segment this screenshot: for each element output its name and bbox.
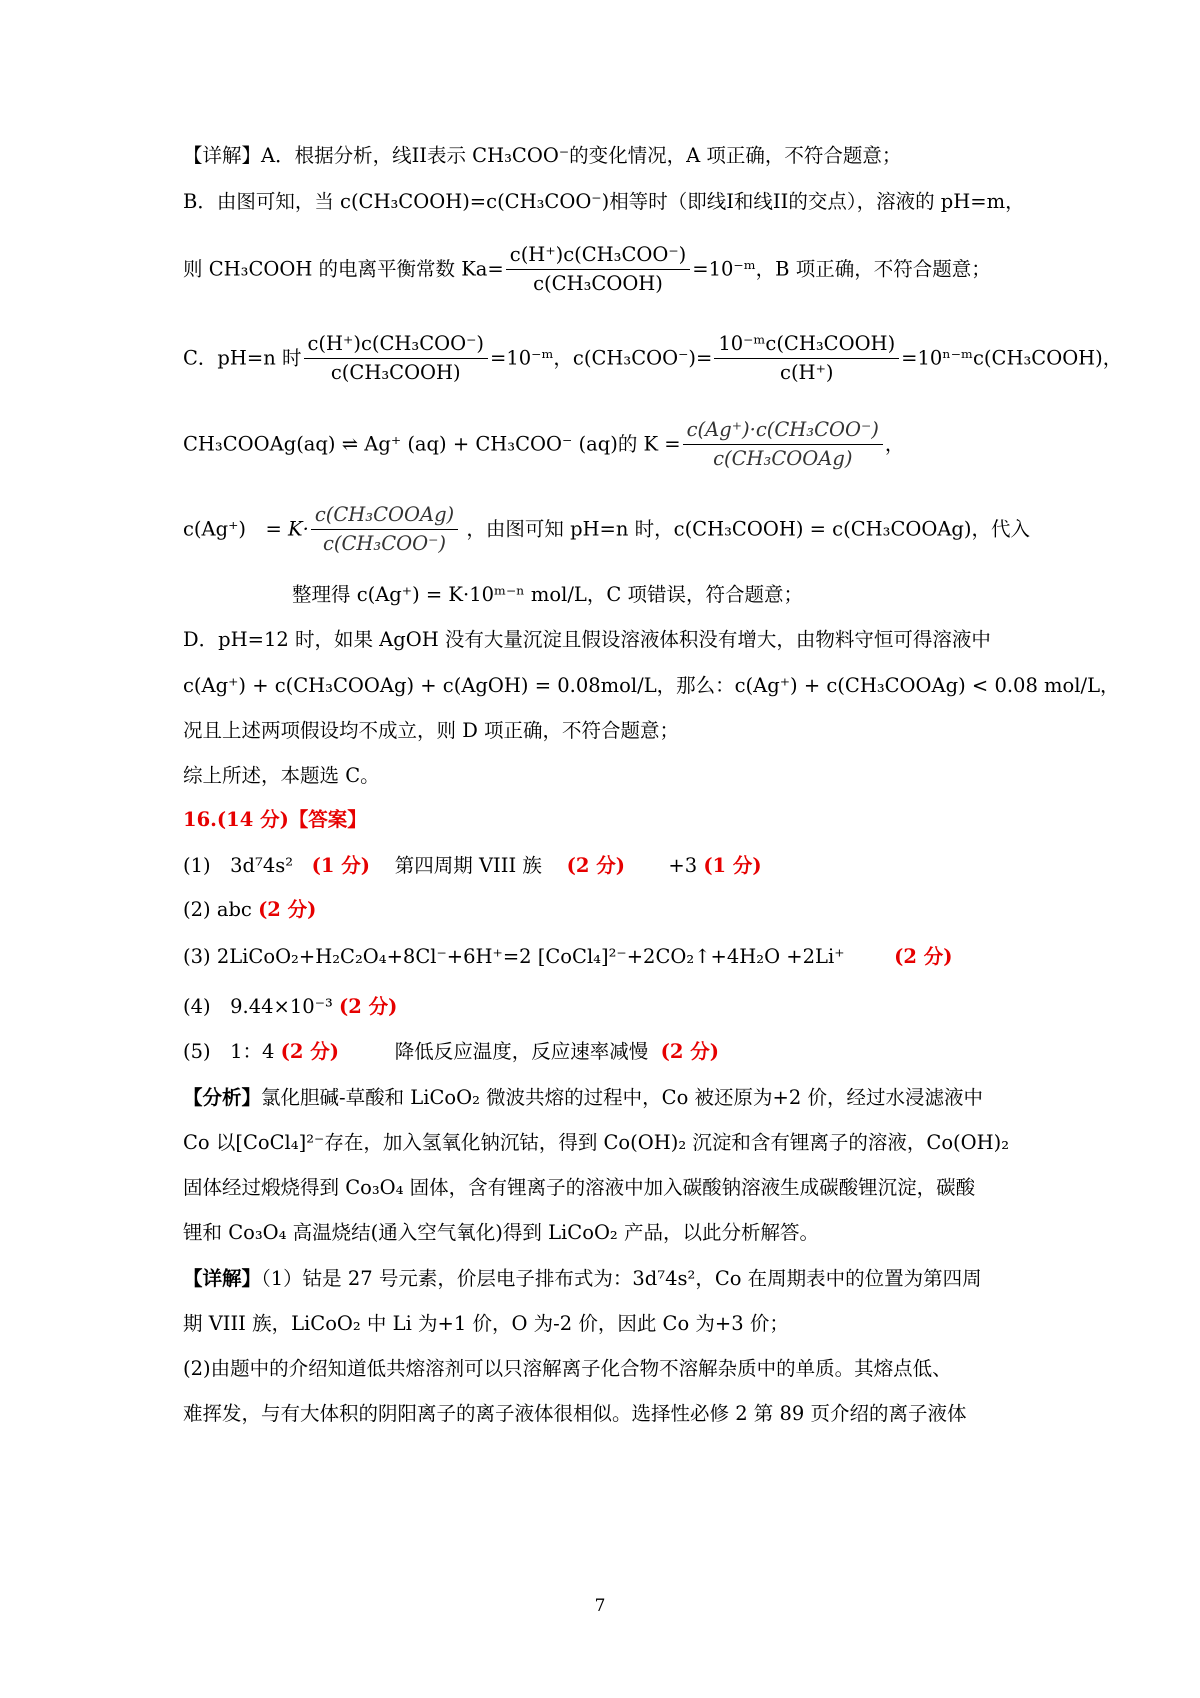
denominator: c(H⁺) <box>780 361 834 385</box>
section-tag: 【分析】 <box>183 1086 262 1109</box>
text-segment: =10⁻ᵐ，B 项正确，不符合题意； <box>692 257 991 281</box>
analysis-line: 固体经过煅烧得到 Co₃O₄ 固体，含有锂离子的溶液中加入碳酸钠溶液生成碳酸锂沉淀，碳酸 <box>183 1176 976 1199</box>
page-number: 7 <box>594 1596 606 1616</box>
fraction <box>506 243 691 297</box>
numerator: c(H⁺)c(CH₃COO⁻) <box>304 332 489 359</box>
fraction <box>311 503 458 557</box>
formula-line-k <box>183 418 1030 472</box>
text-segment: （1）钴是 27 号元素，价层电子排布式为：3d⁷4s²，Co 在周期表中的位置为第四周 <box>261 1267 982 1290</box>
score-badge: (2 分) <box>258 898 317 921</box>
text-line: D．pH=12 时，如果 AgOH 没有大量沉淀且假设溶液体积没有增大，由物料守恒可得溶液中 <box>183 628 991 651</box>
text-line: 综上所述，本题选 C。 <box>183 764 380 787</box>
denominator: c(CH₃COOH) <box>330 361 461 385</box>
score-badge: (1 分) <box>311 854 370 877</box>
chemical-equation: (3) 2LiCoO₂+H₂C₂O₄+8Cl⁻+6H⁺=2 [CoCl₄]²⁻+2CO₂↑+4H₂O +2Li⁺ <box>183 945 845 968</box>
text-segment: (2) abc <box>183 898 252 921</box>
section-tag: 【详解】 <box>183 1267 262 1290</box>
numerator: c(Ag⁺)·c(CH₃COO⁻) <box>683 418 883 445</box>
score-badge: (2 分) <box>894 945 953 968</box>
score-badge: (1 分) <box>703 854 762 877</box>
formula-line-c <box>183 332 1123 386</box>
text-segment: K· <box>288 517 309 541</box>
answer-line-1 <box>183 854 1030 878</box>
analysis-line: Co 以[CoCl₄]²⁻存在，加入氢氧化钠沉钴，得到 Co(OH)₂ 沉淀和含有锂离子的溶液，Co(OH)₂ <box>183 1131 1010 1154</box>
text-segment: 氯化胆碱-草酸和 LiCoO₂ 微波共熔的过程中，Co 被还原为+2 价，经过水浸滤液中 <box>261 1086 983 1109</box>
formula-line-ag <box>183 503 1030 557</box>
detail-line: 期 VIII 族，LiCoO₂ 中 Li 为+1 价，O 为-2 价，因此 Co 为+3 价； <box>183 1312 789 1335</box>
formula-line-ka <box>183 243 1030 297</box>
text-segment: 则 CH₃COOH 的电离平衡常数 Ka= <box>183 257 504 281</box>
answer-line-3 <box>183 945 1030 969</box>
text-segment: ， <box>884 432 905 456</box>
denominator: c(CH₃COO⁻) <box>322 532 447 556</box>
fraction <box>304 332 489 386</box>
score-badge: (2 分) <box>339 995 398 1018</box>
answer-line-2 <box>183 898 1030 922</box>
score-badge: (2 分) <box>566 854 625 877</box>
fraction <box>714 332 899 386</box>
fraction <box>683 418 883 472</box>
text-segment: 降低反应温度，反应速率减慢 <box>394 1040 649 1063</box>
detail-line <box>183 1267 1030 1291</box>
text-segment: =10ⁿ⁻ᵐc(CH₃COOH)， <box>901 346 1123 370</box>
text-segment: +3 <box>668 854 698 877</box>
text-line: c(Ag⁺) + c(CH₃COOAg) + c(AgOH) = 0.08mol/L，那么：c(Ag⁺) + c(CH₃COOAg) < 0.08 mol/L， <box>183 674 1120 697</box>
text-segment: =10⁻ᵐ，c(CH₃COO⁻)= <box>490 346 713 370</box>
text-segment: C．pH=n 时 <box>183 346 302 370</box>
text-segment: CH₃COOAg(aq) ⇌ Ag⁺ (aq) + CH₃COO⁻ (aq)的 K = <box>183 432 681 456</box>
text-segment: (5) 1：4 <box>183 1040 275 1063</box>
question-answer-heading: 16.(14 分)【答案】 <box>183 808 367 831</box>
text-segment: 第四周期 VIII 族 <box>394 854 542 877</box>
detail-line: 难挥发，与有大体积的阴阳离子的离子液体很相似。选择性必修 2 第 89 页介绍的离子液体 <box>183 1402 967 1425</box>
analysis-line: 锂和 Co₃O₄ 高温烧结(通入空气氧化)得到 LiCoO₂ 产品，以此分析解答。 <box>183 1221 819 1244</box>
text-line: B．由图可知，当 c(CH₃COOH)=c(CH₃COO⁻)相等时（即线I和线II的交点），溶液的 pH=m， <box>183 190 1025 213</box>
denominator: c(CH₃COOH) <box>533 272 663 296</box>
score-badge: (2 分) <box>660 1040 719 1063</box>
answer-line-4 <box>183 995 1030 1019</box>
text-segment: (4) 9.44×10⁻³ <box>183 995 333 1018</box>
numerator: c(H⁺)c(CH₃COO⁻) <box>506 243 691 270</box>
text-line: 【详解】A．根据分析，线II表示 CH₃COO⁻的变化情况，A 项正确，不符合题意； <box>183 144 902 167</box>
score-badge: (2 分) <box>280 1040 339 1063</box>
numerator: 10⁻ᵐc(CH₃COOH) <box>714 332 899 359</box>
text-segment: c(Ag⁺) = <box>183 517 282 541</box>
text-line: 况且上述两项假设均不成立，则 D 项正确，不符合题意； <box>183 719 680 742</box>
detail-line: (2)由题中的介绍知道低共熔溶剂可以只溶解离子化合物不溶解杂质中的单质。其熔点低、 <box>183 1357 952 1380</box>
denominator: c(CH₃COOAg) <box>713 447 853 471</box>
text-segment: (1) 3d⁷4s² <box>183 854 294 877</box>
answer-line-5 <box>183 1040 1030 1064</box>
numerator: c(CH₃COOAg) <box>311 503 458 530</box>
text-segment: ，由图可知 pH=n 时，c(CH₃COOH) = c(CH₃COOAg)，代入 <box>466 517 1031 541</box>
analysis-line <box>183 1086 1030 1110</box>
text-line: 整理得 c(Ag⁺) = K·10ᵐ⁻ⁿ mol/L，C 项错误，符合题意； <box>292 583 803 606</box>
